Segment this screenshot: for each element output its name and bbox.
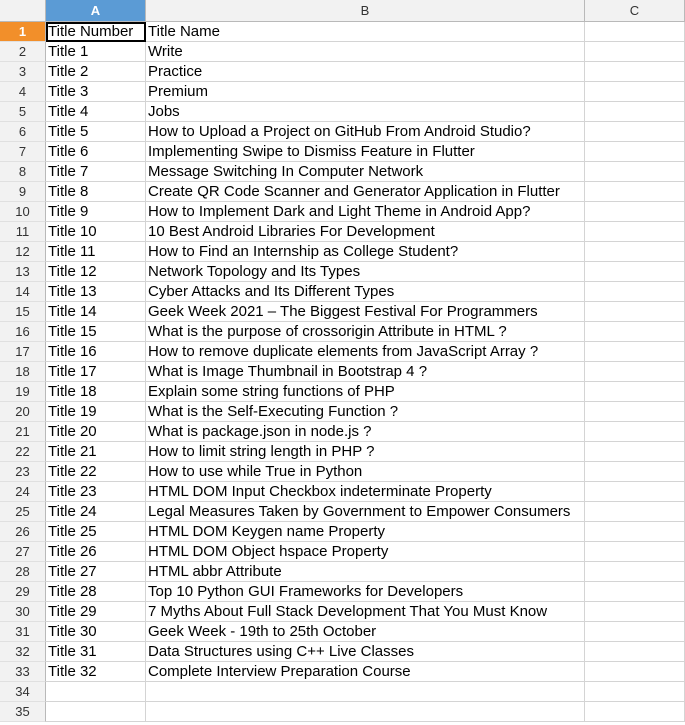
cell-b[interactable]: Practice <box>146 62 585 82</box>
cell-a[interactable]: Title 20 <box>46 422 146 442</box>
cell-a[interactable]: Title 25 <box>46 522 146 542</box>
cell-b[interactable]: Write <box>146 42 585 62</box>
table-row <box>0 342 685 362</box>
row-header[interactable]: 5 <box>0 102 46 122</box>
cell-c[interactable] <box>585 142 685 162</box>
table-row <box>0 562 685 582</box>
column-header-c[interactable]: C <box>585 0 685 22</box>
cell-a[interactable]: Title Number <box>46 22 146 42</box>
cell-b[interactable]: Cyber Attacks and Its Different Types <box>146 282 585 302</box>
row-header[interactable]: 34 <box>0 682 46 702</box>
cell-a[interactable]: Title 14 <box>46 302 146 322</box>
table-row <box>0 122 685 142</box>
cell-b[interactable]: HTML DOM Input Checkbox indeterminate Property <box>146 482 585 502</box>
cell-b[interactable]: Premium <box>146 82 585 102</box>
cell-b[interactable]: Complete Interview Preparation Course <box>146 662 585 682</box>
row-header[interactable]: 29 <box>0 582 46 602</box>
table-row <box>0 442 685 462</box>
row-header[interactable]: 27 <box>0 542 46 562</box>
row-header[interactable]: 23 <box>0 462 46 482</box>
cell-a[interactable]: Title 10 <box>46 222 146 242</box>
cell-a[interactable]: Title 17 <box>46 362 146 382</box>
cell-b[interactable]: How to use while True in Python <box>146 462 585 482</box>
row-header[interactable]: 2 <box>0 42 46 62</box>
cell-b[interactable]: Top 10 Python GUI Frameworks for Developers <box>146 582 585 602</box>
cell-b[interactable]: Data Structures using C++ Live Classes <box>146 642 585 662</box>
row-header[interactable]: 6 <box>0 122 46 142</box>
select-all-corner[interactable] <box>0 0 46 22</box>
table-row <box>0 22 685 42</box>
cell-c[interactable] <box>585 242 685 262</box>
cell-c[interactable] <box>585 562 685 582</box>
row-header[interactable]: 8 <box>0 162 46 182</box>
row-header[interactable]: 28 <box>0 562 46 582</box>
cell-b[interactable]: Network Topology and Its Types <box>146 262 585 282</box>
cell-a[interactable]: Title 1 <box>46 42 146 62</box>
table-row <box>0 282 685 302</box>
cell-b[interactable]: Message Switching In Computer Network <box>146 162 585 182</box>
row-header[interactable]: 7 <box>0 142 46 162</box>
cell-b[interactable]: Title Name <box>146 22 585 42</box>
cell-c[interactable] <box>585 662 685 682</box>
cell-a[interactable]: Title 12 <box>46 262 146 282</box>
cell-a[interactable]: Title 15 <box>46 322 146 342</box>
column-header-a[interactable]: A <box>46 0 146 22</box>
table-row <box>0 502 685 522</box>
cell-c[interactable] <box>585 442 685 462</box>
cell-a[interactable]: Title 23 <box>46 482 146 502</box>
cell-a[interactable]: Title 26 <box>46 542 146 562</box>
row-header[interactable]: 16 <box>0 322 46 342</box>
row-header[interactable]: 15 <box>0 302 46 322</box>
cell-c[interactable] <box>585 342 685 362</box>
cell-a[interactable]: Title 19 <box>46 402 146 422</box>
table-row <box>0 662 685 682</box>
cell-c[interactable] <box>585 42 685 62</box>
cell-a[interactable]: Title 30 <box>46 622 146 642</box>
table-row <box>0 82 685 102</box>
row-header[interactable]: 13 <box>0 262 46 282</box>
cell-b[interactable]: HTML DOM Object hspace Property <box>146 542 585 562</box>
cell-c[interactable] <box>585 362 685 382</box>
table-row <box>0 382 685 402</box>
cell-a[interactable]: Title 16 <box>46 342 146 362</box>
row-header[interactable]: 25 <box>0 502 46 522</box>
cell-c[interactable] <box>585 682 685 702</box>
cell-b[interactable] <box>146 682 585 702</box>
cell-b[interactable]: How to Implement Dark and Light Theme in Android App? <box>146 202 585 222</box>
row-header[interactable]: 21 <box>0 422 46 442</box>
table-row <box>0 462 685 482</box>
cell-a[interactable]: Title 29 <box>46 602 146 622</box>
table-row <box>0 482 685 502</box>
row-header[interactable]: 20 <box>0 402 46 422</box>
table-row <box>0 262 685 282</box>
row-header[interactable]: 33 <box>0 662 46 682</box>
cell-b[interactable]: Explain some string functions of PHP <box>146 382 585 402</box>
cell-b[interactable]: What is the purpose of crossorigin Attribute in HTML ? <box>146 322 585 342</box>
table-row <box>0 642 685 662</box>
cell-c[interactable] <box>585 622 685 642</box>
cell-a[interactable]: Title 21 <box>46 442 146 462</box>
cell-a[interactable]: Title 22 <box>46 462 146 482</box>
table-row <box>0 682 685 702</box>
cell-c[interactable] <box>585 162 685 182</box>
cell-b[interactable]: How to limit string length in PHP ? <box>146 442 585 462</box>
cell-a[interactable]: Title 11 <box>46 242 146 262</box>
cell-b[interactable]: Geek Week 2021 – The Biggest Festival For Programmers <box>146 302 585 322</box>
row-header[interactable]: 1 <box>0 22 46 42</box>
cell-a[interactable]: Title 9 <box>46 202 146 222</box>
cell-a[interactable]: Title 4 <box>46 102 146 122</box>
cell-b[interactable]: HTML DOM Keygen name Property <box>146 522 585 542</box>
cell-c[interactable] <box>585 262 685 282</box>
cell-c[interactable] <box>585 122 685 142</box>
cell-a[interactable]: Title 13 <box>46 282 146 302</box>
table-row <box>0 162 685 182</box>
cell-a[interactable]: Title 2 <box>46 62 146 82</box>
row-header[interactable]: 30 <box>0 602 46 622</box>
row-header[interactable]: 3 <box>0 62 46 82</box>
cell-b[interactable]: 7 Myths About Full Stack Development That You Must Know <box>146 602 585 622</box>
cell-c[interactable] <box>585 462 685 482</box>
cell-c[interactable] <box>585 322 685 342</box>
row-header[interactable]: 22 <box>0 442 46 462</box>
table-row <box>0 42 685 62</box>
cell-c[interactable] <box>585 402 685 422</box>
cell-c[interactable] <box>585 522 685 542</box>
row-header[interactable]: 31 <box>0 622 46 642</box>
table-row <box>0 242 685 262</box>
cell-c[interactable] <box>585 542 685 562</box>
cell-b[interactable]: How to Find an Internship as College Student? <box>146 242 585 262</box>
cell-c[interactable] <box>585 702 685 722</box>
cell-a[interactable] <box>46 702 146 722</box>
row-header[interactable]: 4 <box>0 82 46 102</box>
table-row <box>0 402 685 422</box>
cell-b[interactable]: What is the Self-Executing Function ? <box>146 402 585 422</box>
table-row <box>0 322 685 342</box>
cell-a[interactable] <box>46 682 146 702</box>
table-row <box>0 302 685 322</box>
cell-c[interactable] <box>585 482 685 502</box>
row-header[interactable]: 19 <box>0 382 46 402</box>
table-row <box>0 702 685 722</box>
cell-c[interactable] <box>585 502 685 522</box>
cell-a[interactable]: Title 5 <box>46 122 146 142</box>
row-header[interactable]: 14 <box>0 282 46 302</box>
cell-c[interactable] <box>585 22 685 42</box>
table-row <box>0 202 685 222</box>
cell-a[interactable]: Title 32 <box>46 662 146 682</box>
cell-c[interactable] <box>585 282 685 302</box>
cell-c[interactable] <box>585 222 685 242</box>
table-row <box>0 222 685 242</box>
row-header[interactable]: 35 <box>0 702 46 722</box>
cell-a[interactable]: Title 6 <box>46 142 146 162</box>
cell-b[interactable]: HTML abbr Attribute <box>146 562 585 582</box>
cell-a[interactable]: Title 7 <box>46 162 146 182</box>
cell-a[interactable]: Title 27 <box>46 562 146 582</box>
table-row <box>0 422 685 442</box>
cell-a[interactable]: Title 18 <box>46 382 146 402</box>
cell-b[interactable]: Implementing Swipe to Dismiss Feature in Flutter <box>146 142 585 162</box>
cell-a[interactable]: Title 3 <box>46 82 146 102</box>
table-row <box>0 622 685 642</box>
row-header[interactable]: 9 <box>0 182 46 202</box>
table-row <box>0 522 685 542</box>
row-header[interactable]: 24 <box>0 482 46 502</box>
cell-c[interactable] <box>585 602 685 622</box>
table-row <box>0 602 685 622</box>
table-row <box>0 62 685 82</box>
row-header[interactable]: 11 <box>0 222 46 242</box>
cell-a[interactable]: Title 8 <box>46 182 146 202</box>
cell-b[interactable]: How to remove duplicate elements from JavaScript Array ? <box>146 342 585 362</box>
cell-b[interactable]: What is Image Thumbnail in Bootstrap 4 ? <box>146 362 585 382</box>
cell-b[interactable]: 10 Best Android Libraries For Development <box>146 222 585 242</box>
cell-a[interactable]: Title 31 <box>46 642 146 662</box>
cell-c[interactable] <box>585 302 685 322</box>
column-header-b[interactable]: B <box>146 0 585 22</box>
table-row <box>0 102 685 122</box>
cell-c[interactable] <box>585 382 685 402</box>
cell-b[interactable]: What is package.json in node.js ? <box>146 422 585 442</box>
row-header[interactable]: 26 <box>0 522 46 542</box>
row-header[interactable]: 32 <box>0 642 46 662</box>
cell-b[interactable]: How to Upload a Project on GitHub From Android Studio? <box>146 122 585 142</box>
cell-c[interactable] <box>585 642 685 662</box>
cell-c[interactable] <box>585 202 685 222</box>
table-row <box>0 542 685 562</box>
cell-b[interactable] <box>146 702 585 722</box>
cell-c[interactable] <box>585 422 685 442</box>
table-row <box>0 362 685 382</box>
cell-b[interactable]: Geek Week - 19th to 25th October <box>146 622 585 642</box>
cell-a[interactable]: Title 24 <box>46 502 146 522</box>
row-header[interactable]: 17 <box>0 342 46 362</box>
cell-c[interactable] <box>585 82 685 102</box>
cell-c[interactable] <box>585 182 685 202</box>
cell-c[interactable] <box>585 102 685 122</box>
table-row <box>0 142 685 162</box>
column-header-row <box>0 0 685 22</box>
grid-body <box>0 22 685 722</box>
table-row <box>0 182 685 202</box>
cell-b[interactable]: Legal Measures Taken by Government to Empower Consumers <box>146 502 585 522</box>
table-row <box>0 582 685 602</box>
cell-b[interactable]: Create QR Code Scanner and Generator Application in Flutter <box>146 182 585 202</box>
cell-b[interactable]: Jobs <box>146 102 585 122</box>
cell-a[interactable]: Title 28 <box>46 582 146 602</box>
row-header[interactable]: 10 <box>0 202 46 222</box>
row-header[interactable]: 18 <box>0 362 46 382</box>
cell-c[interactable] <box>585 62 685 82</box>
cell-c[interactable] <box>585 582 685 602</box>
row-header[interactable]: 12 <box>0 242 46 262</box>
